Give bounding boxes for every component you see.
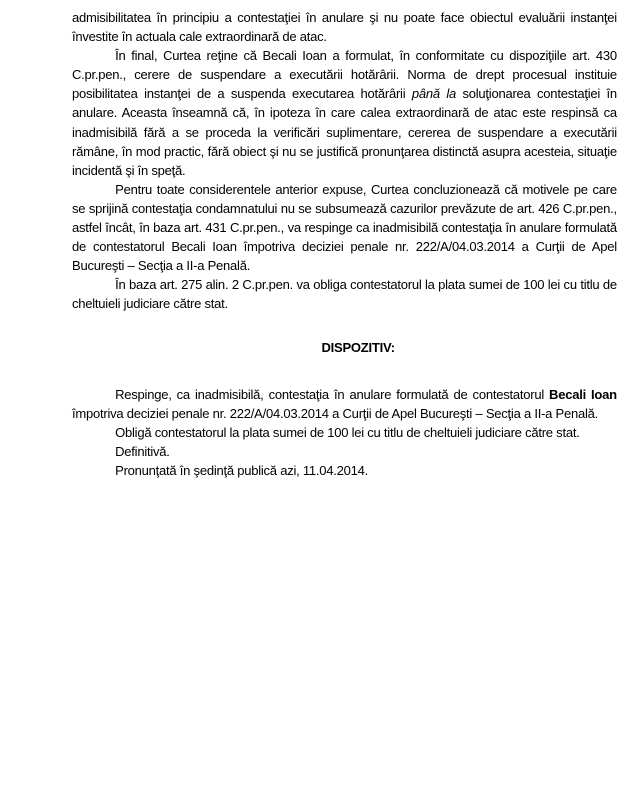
contestant-name: Becali Ioan bbox=[549, 386, 617, 402]
paragraph-suspension-text-before: În final, Curtea reţine că Becali Ioan a formulat, în conformitate cu dispoziţiile art. 430 C.pr.pen., cerere de suspendare a executării hotărârii. Norma de drept procesual instituie posibilitatea instanţei de a suspenda executarea hotărârii bbox=[72, 48, 617, 102]
dispositive-dismissal-paragraph bbox=[72, 385, 617, 423]
dispositive-dismissal-after: împotriva deciziei penale nr. 222/A/04.03.2014 a Curţii de Apel Bucureşti – Secţia a II-a Penală. bbox=[72, 405, 599, 421]
dispositive-heading: DISPOZITIV: bbox=[321, 339, 395, 355]
document-page bbox=[72, 8, 617, 480]
paragraph-suspension-request bbox=[72, 46, 617, 180]
final-status: Definitivă. bbox=[115, 443, 170, 459]
dispositive-dismissal-before: Respinge, ca inadmisibilă, contestaţia în anulare formulată de contestatorul bbox=[115, 386, 550, 402]
paragraph-conclusion: Pentru toate considerentele anterior expuse, Curtea concluzionează că motivele pe care se sprijină contestaţia condamnatului nu se subsumează cazurilor prevăzute de art. 426 C.pr.pen., astfel încât, în baza art. 431 C.pr.pen., va respinge ca inadmisibilă contestaţia în anulare formulată de contestatorul Becali Ioan împotriva deciziei penale nr. 222/A/04.03.2014 a Curţii de Apel Bucureşti – Secţia a II-a Penală. bbox=[72, 181, 617, 274]
paragraph-admissibility: admisibilitatea în principiu a contestaţiei în anulare şi nu poate face obiectul evaluării instanţei învestite în actuala cale extraordinară de atac. bbox=[72, 10, 617, 45]
paragraph-suspension-italic: până la bbox=[411, 86, 457, 102]
paragraph-costs: În baza art. 275 alin. 2 C.pr.pen. va obliga contestatorul la plata sumei de 100 lei cu titlu de cheltuieli judiciare către stat. bbox=[72, 277, 617, 312]
dispositive-costs-paragraph: Obligă contestatorul la plata sumei de 100 lei cu titlu de cheltuieli judiciare către stat. bbox=[115, 424, 580, 440]
pronouncement-date: Pronunţată în şedinţă publică azi, 11.04.2014. bbox=[115, 462, 369, 478]
paragraph-suspension-text-after: soluţionarea contestaţiei în anulare. Aceasta înseamnă că, în ipoteza în care calea extraordinară de atac este respinsă ca inadmisibilă fără a se proceda la verificări suplimentare, cererea de suspendare a executării rămâne, în mod practic, fără obiect şi nu se justifică pronunţarea distinctă asupra acesteia, situaţie incidentă şi în speţă. bbox=[72, 86, 617, 178]
